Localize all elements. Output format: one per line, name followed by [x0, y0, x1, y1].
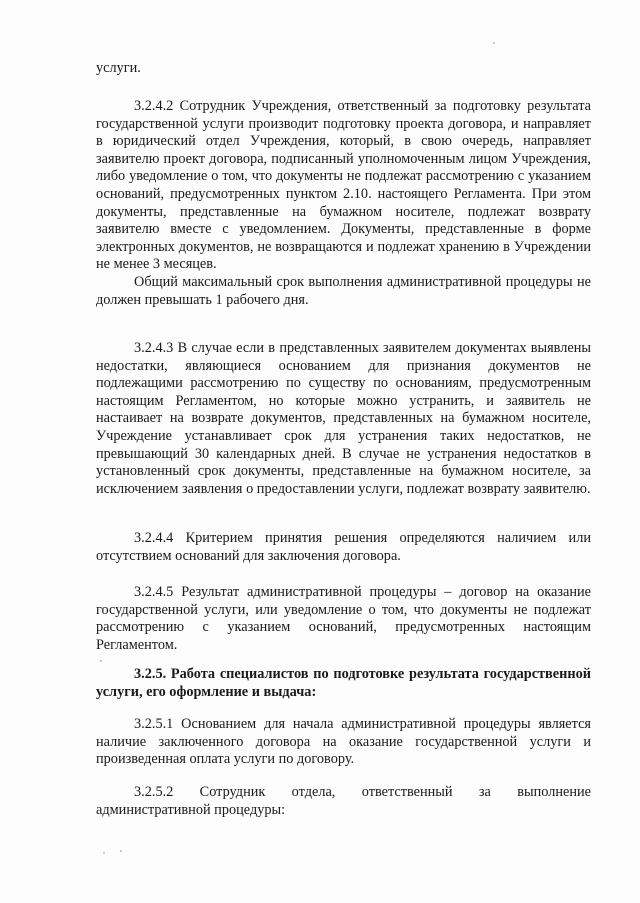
text-block-0: [96, 60, 591, 78]
text-block-1: [96, 98, 591, 309]
text-block-7: [96, 784, 591, 819]
section-heading-3-2-5: 3.2.5. Работа специалистов по подготовке результата государственной услуги, его оформление и выдача:: [96, 666, 591, 700]
text-block-4: [96, 584, 591, 654]
paragraph-3-2-5-2: 3.2.5.2 Сотрудник отдела, ответственный за выполнение административной процедуры:: [96, 784, 591, 818]
text-block-3: [96, 530, 591, 565]
paragraph-3-2-4-5: 3.2.4.5 Результат административной процедуры – договор на оказание государственной услуги, или уведомление о том, что документы не подлежат рассмотрению с указанием оснований, предусмотренных настоящим Регламентом.: [96, 584, 591, 653]
paragraph-3-2-4-2: 3.2.4.2 Сотрудник Учреждения, ответственный за подготовку результата государственной услуги производит подготовку проекта договора, и направляет в юридический отдел Учреждения, который, в свою очередь, направляет заявителю проект договора, подписанный уполномоченным лицом Учреждения, либо уведомление о том, что документы не подлежат рассмотрению с указанием оснований, предусмотренных пунктом 2.10. настоящего Регламента. При этом документы, представленные на бумажном носителе, подлежат возврату заявителю вместе с уведомлением. Документы, представленные в форме электронных документов, не возвращаются и подлежат хранению в Учреждении не менее 3 месяцев.: [96, 98, 591, 273]
text-block-2: [96, 340, 591, 498]
paragraph-max-duration: Общий максимальный срок выполнения административной процедуры не должен превышать 1 рабочего дня.: [96, 273, 591, 308]
paragraph-continuation: услуги.: [96, 60, 141, 76]
text-block-6: [96, 716, 591, 769]
paragraph-3-2-4-4: 3.2.4.4 Критерием принятия решения определяются наличием или отсутствием оснований для заключения договора.: [96, 530, 591, 564]
text-block-5: [96, 666, 591, 701]
scan-speck: [103, 852, 105, 854]
scan-speck: [120, 850, 122, 852]
scan-speck: [100, 660, 102, 662]
paragraph-3-2-5-1: 3.2.5.1 Основанием для начала административной процедуры является наличие заключенного договора на оказание государственной услуги и произведенная оплата услуги по договору.: [96, 716, 591, 768]
paragraph-3-2-4-3: 3.2.4.3 В случае если в представленных заявителем документах выявлены недостатки, являющиеся основанием для признания документов не подлежащими рассмотрению по существу по основаниям, предусмотренным настоящим Регламентом, но которые можно устранить, и заявитель не настаивает на возврате документов, представленных на бумажном носителе, Учреждение устанавливает срок для устранения таких недостатков, не превышающий 30 календарных дней. В случае не устранения недостатков в установленный срок документы, представленные на бумажном носителе, за исключением заявления о предоставлении услуги, подлежат возврату заявителю.: [96, 340, 591, 497]
scan-speck: [493, 42, 495, 44]
